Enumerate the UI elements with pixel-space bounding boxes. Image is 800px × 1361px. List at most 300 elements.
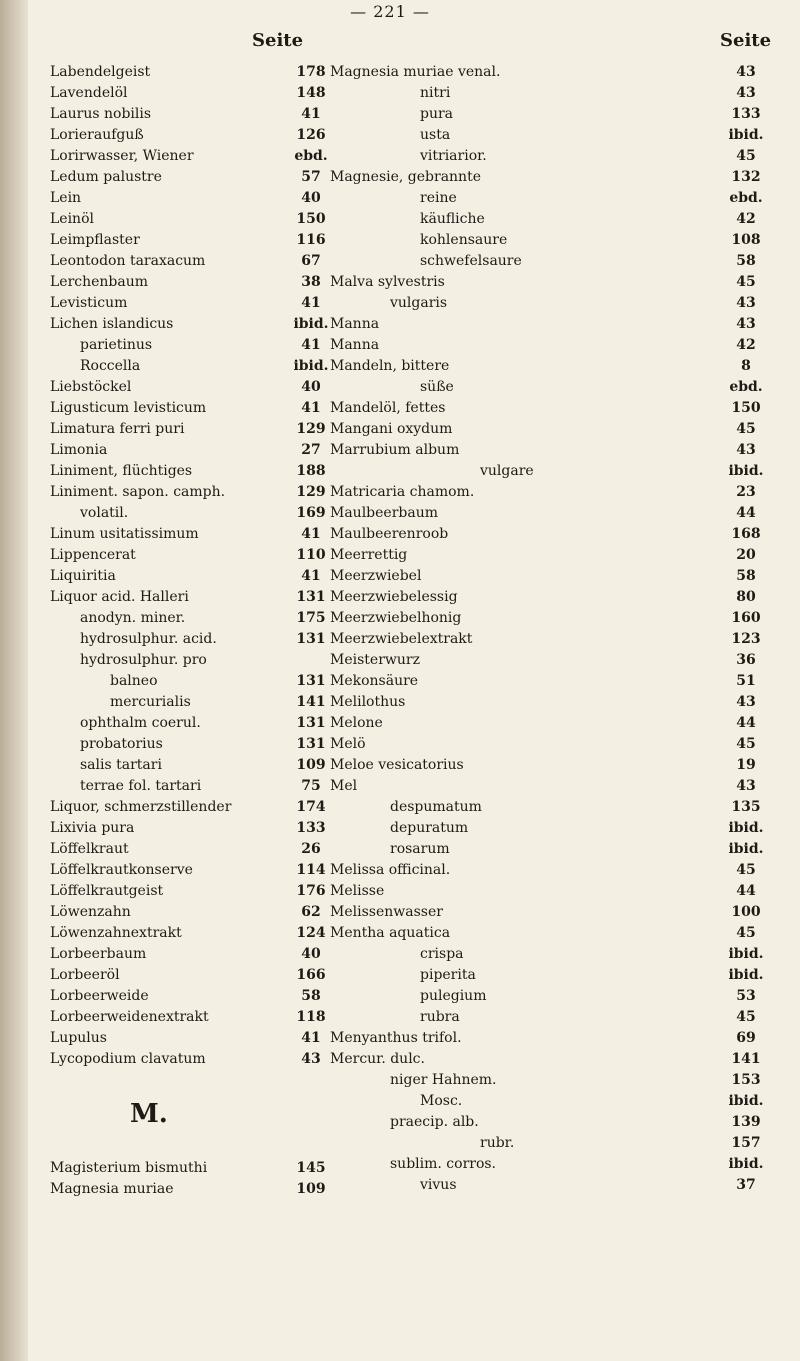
index-entry (50, 860, 350, 881)
index-term: Laurus nobilis (50, 106, 152, 122)
index-entry (330, 482, 800, 503)
index-term: mercurialis (110, 694, 191, 710)
index-entry (330, 839, 800, 860)
index-entry (50, 419, 350, 440)
page-reference: 150 (296, 211, 326, 227)
page-reference: 40 (301, 379, 321, 395)
index-entry (330, 62, 800, 83)
index-entry (330, 314, 800, 335)
page-reference: 129 (296, 484, 326, 500)
index-term: Meerzwiebel (330, 568, 422, 584)
page-reference: 41 (301, 1030, 321, 1046)
page-reference: 58 (736, 568, 756, 584)
index-term: Meerzwiebelhonig (330, 610, 462, 626)
index-term: Lerchenbaum (50, 274, 149, 290)
page-reference: ibid. (293, 358, 329, 374)
page-reference: 131 (296, 631, 326, 647)
page-reference: 19 (736, 757, 756, 773)
index-term: Matricaria chamom. (330, 484, 475, 500)
index-term: Magnesia muriae venal. (330, 64, 501, 80)
index-entry (330, 335, 800, 356)
page-reference: 62 (301, 904, 321, 920)
page-reference: 40 (301, 946, 321, 962)
page-reference: 20 (736, 547, 756, 563)
page-reference: 133 (731, 106, 761, 122)
index-entry (330, 797, 800, 818)
index-entry (50, 629, 350, 650)
index-term: rubra (420, 1009, 460, 1025)
index-term: Mercur. dulc. (330, 1051, 425, 1067)
index-term: Lavendelöl (50, 85, 128, 101)
page-reference: 8 (741, 358, 751, 374)
index-term: Liebstöckel (50, 379, 132, 395)
index-term: despumatum (390, 799, 482, 815)
index-term: Löffelkrautgeist (50, 883, 164, 899)
index-entry (50, 713, 350, 734)
index-entry (50, 356, 350, 377)
index-entry (50, 1049, 350, 1070)
index-term: Marrubium album (330, 442, 460, 458)
page-reference: ibid. (293, 316, 329, 332)
index-entry (330, 209, 800, 230)
page-reference: 43 (736, 295, 756, 311)
index-entry (330, 293, 800, 314)
index-term: Menyanthus trifol. (330, 1030, 462, 1046)
page-reference: 44 (736, 505, 756, 521)
index-term: anodyn. miner. (80, 610, 186, 626)
index-term: Meloe vesicatorius (330, 757, 464, 773)
index-term: Liquiritia (50, 568, 116, 584)
page-reference: 132 (731, 169, 761, 185)
index-entry (330, 503, 800, 524)
index-term: Leinöl (50, 211, 94, 227)
index-term: nitri (420, 85, 451, 101)
index-term: kohlensaure (420, 232, 508, 248)
index-entry (50, 83, 350, 104)
index-column-left (50, 62, 350, 1200)
index-term: salis tartari (80, 757, 162, 773)
index-term: Mentha aquatica (330, 925, 451, 941)
index-entry (50, 524, 350, 545)
index-term: Löffelkrautkonserve (50, 862, 193, 878)
index-entry (50, 146, 350, 167)
index-entry (330, 923, 800, 944)
index-term: probatorius (80, 736, 163, 752)
page-reference: 141 (731, 1051, 761, 1067)
page-reference: 43 (736, 316, 756, 332)
page-reference: 41 (301, 337, 321, 353)
page-reference: 36 (736, 652, 756, 668)
page-reference: 45 (736, 421, 756, 437)
index-term: Magnesia muriae (50, 1181, 174, 1197)
index-term: Lorbeerbaum (50, 946, 147, 962)
page-reference: 118 (296, 1009, 326, 1025)
index-entry (50, 545, 350, 566)
index-entry (50, 839, 350, 860)
index-term: Roccella (80, 358, 141, 374)
page-reference: 80 (736, 589, 756, 605)
index-entry (50, 440, 350, 461)
index-term: Malva sylvestris (330, 274, 445, 290)
index-entry (330, 965, 800, 986)
index-term: Lorirwasser, Wiener (50, 148, 194, 164)
index-entry (330, 986, 800, 1007)
page-reference: 41 (301, 526, 321, 542)
page-reference: ibid. (728, 1156, 764, 1172)
index-entry (50, 293, 350, 314)
index-term: usta (420, 127, 451, 143)
index-entry (50, 923, 350, 944)
index-term: schwefelsaure (420, 253, 522, 269)
page-reference: 45 (736, 148, 756, 164)
index-term: terrae fol. tartari (80, 778, 202, 794)
index-term: parietinus (80, 337, 153, 353)
page-reference: ibid. (728, 463, 764, 479)
index-term: Lippencerat (50, 547, 136, 563)
page-reference: 148 (296, 85, 326, 101)
page-reference: 43 (301, 1051, 321, 1067)
index-term: Liquor, schmerzstillender (50, 799, 232, 815)
index-term: Meerzwiebelextrakt (330, 631, 473, 647)
index-entry (330, 1154, 800, 1175)
index-term: Maulbeerenroob (330, 526, 449, 542)
index-term: piperita (420, 967, 476, 983)
index-entry (330, 1070, 800, 1091)
page-reference: 42 (736, 211, 756, 227)
index-term: Limonia (50, 442, 108, 458)
page-reference: 43 (736, 85, 756, 101)
page-reference: ebd. (729, 190, 763, 206)
index-entry (50, 587, 350, 608)
index-term: vitriarior. (420, 148, 487, 164)
page-reference: 37 (736, 1177, 756, 1193)
index-term: Maulbeerbaum (330, 505, 439, 521)
index-term: Ligusticum levisticum (50, 400, 207, 416)
index-entry (330, 545, 800, 566)
index-entry (50, 377, 350, 398)
page-reference: 23 (736, 484, 756, 500)
page-reference: 45 (736, 1009, 756, 1025)
index-term: Melilothus (330, 694, 406, 710)
index-entry (330, 167, 800, 188)
index-entry (330, 902, 800, 923)
page-reference: 41 (301, 400, 321, 416)
index-term: Mandelöl, fettes (330, 400, 446, 416)
index-entry (330, 629, 800, 650)
index-entry (50, 650, 350, 671)
index-term: Magisterium bismuthi (50, 1160, 208, 1176)
index-term: Liniment. sapon. camph. (50, 484, 226, 500)
index-term: Melisse (330, 883, 385, 899)
page-reference: 45 (736, 274, 756, 290)
index-entry (50, 986, 350, 1007)
index-entry (330, 272, 800, 293)
page-reference: 69 (736, 1030, 756, 1046)
index-entry (50, 125, 350, 146)
page-reference: 131 (296, 715, 326, 731)
page-reference: 153 (731, 1072, 761, 1088)
index-term: Melissenwasser (330, 904, 443, 920)
index-entry (330, 1028, 800, 1049)
index-entry (330, 419, 800, 440)
index-entry (330, 440, 800, 461)
index-entry (330, 608, 800, 629)
index-term: sublim. corros. (390, 1156, 497, 1172)
page-reference: 166 (296, 967, 326, 983)
index-entry (330, 881, 800, 902)
page-reference: 131 (296, 673, 326, 689)
index-term: Lorbeerweide (50, 988, 149, 1004)
page-reference: 116 (296, 232, 326, 248)
page-reference: 43 (736, 694, 756, 710)
index-entry (50, 797, 350, 818)
index-term: depuratum (390, 820, 469, 836)
index-entry (330, 944, 800, 965)
index-entry (50, 818, 350, 839)
index-entry (50, 965, 350, 986)
page-reference: 150 (731, 400, 761, 416)
page-reference: 44 (736, 883, 756, 899)
page-reference: 67 (301, 253, 321, 269)
index-term: Labendelgeist (50, 64, 151, 80)
page-reference: 41 (301, 568, 321, 584)
index-entry (50, 230, 350, 251)
index-term: Limatura ferri puri (50, 421, 185, 437)
page-reference: 129 (296, 421, 326, 437)
page-reference: 45 (736, 925, 756, 941)
index-term: Magnesie, gebrannte (330, 169, 481, 185)
page-reference: 135 (731, 799, 761, 815)
index-entry (330, 1133, 800, 1154)
index-term: reine (420, 190, 457, 206)
page-reference: 131 (296, 736, 326, 752)
page-reference: 126 (296, 127, 326, 143)
page-reference: 75 (301, 778, 321, 794)
index-term: hydrosulphur. acid. (80, 631, 217, 647)
index-entry (330, 125, 800, 146)
index-term: Meisterwurz (330, 652, 420, 668)
index-term: Lupulus (50, 1030, 107, 1046)
index-entry (330, 713, 800, 734)
index-term: hydrosulphur. pro (80, 652, 207, 668)
index-term: Lorieraufguß (50, 127, 144, 143)
index-entry (330, 776, 800, 797)
index-entry (50, 755, 350, 776)
page-reference: 44 (736, 715, 756, 731)
index-entry (330, 818, 800, 839)
index-term: käufliche (420, 211, 485, 227)
index-term: Melö (330, 736, 366, 752)
index-entry (330, 230, 800, 251)
index-entry (50, 902, 350, 923)
page-reference: ibid. (728, 967, 764, 983)
index-term: Meerzwiebelessig (330, 589, 458, 605)
index-term: Mandeln, bittere (330, 358, 450, 374)
index-entry (50, 1158, 350, 1179)
index-entry (330, 860, 800, 881)
page-reference: 139 (731, 1114, 761, 1130)
page-reference: 40 (301, 190, 321, 206)
page-reference: ibid. (728, 1093, 764, 1109)
index-column-right (330, 62, 800, 1196)
index-entry (50, 1179, 350, 1200)
page-reference: 175 (296, 610, 326, 626)
index-entry (330, 692, 800, 713)
index-entry (50, 398, 350, 419)
page-reference: 114 (296, 862, 326, 878)
index-entry (50, 566, 350, 587)
page-reference: ebd. (294, 148, 328, 164)
index-entry (330, 524, 800, 545)
index-entry (330, 398, 800, 419)
page-reference: 57 (301, 169, 321, 185)
index-term: volatil. (80, 505, 129, 521)
index-entry (330, 251, 800, 272)
index-entry (330, 377, 800, 398)
index-term: Lorbeeröl (50, 967, 120, 983)
index-entry (330, 1112, 800, 1133)
index-term: vulgare (480, 463, 534, 479)
index-entry (50, 671, 350, 692)
index-entry (50, 335, 350, 356)
index-term: balneo (110, 673, 158, 689)
page-reference: 109 (296, 1181, 326, 1197)
index-entry (330, 671, 800, 692)
page-reference: 160 (731, 610, 761, 626)
index-entry (50, 503, 350, 524)
index-term: Lixivia pura (50, 820, 135, 836)
index-term: vivus (420, 1177, 457, 1193)
index-term: Melone (330, 715, 383, 731)
index-term: süße (420, 379, 454, 395)
index-term: Mel (330, 778, 358, 794)
page-reference: 124 (296, 925, 326, 941)
index-entry (50, 461, 350, 482)
index-entry (50, 167, 350, 188)
index-entry (330, 1175, 800, 1196)
page-reference: 43 (736, 442, 756, 458)
index-entry (330, 1007, 800, 1028)
page-reference: 41 (301, 106, 321, 122)
page-reference: 43 (736, 778, 756, 794)
index-term: pulegium (420, 988, 487, 1004)
page-reference: 133 (296, 820, 326, 836)
index-term: ophthalm coerul. (80, 715, 201, 731)
index-term: niger Hahnem. (390, 1072, 497, 1088)
index-term: praecip. alb. (390, 1114, 479, 1130)
page-reference: 123 (731, 631, 761, 647)
index-term: Manna (330, 316, 380, 332)
index-term: Lycopodium clavatum (50, 1051, 206, 1067)
index-term: Löwenzahnextrakt (50, 925, 182, 941)
index-entry (50, 188, 350, 209)
index-entry (330, 566, 800, 587)
index-entry (50, 1028, 350, 1049)
index-term: Leimpflaster (50, 232, 140, 248)
page-reference: 27 (301, 442, 321, 458)
page-reference: ibid. (728, 820, 764, 836)
index-term: Liniment, flüchtiges (50, 463, 193, 479)
index-term: crispa (420, 946, 464, 962)
column-header-right: Seite (720, 30, 772, 51)
index-entry (330, 83, 800, 104)
page-reference: 51 (736, 673, 756, 689)
page-reference: 157 (731, 1135, 761, 1151)
index-entry (330, 734, 800, 755)
index-entry (50, 62, 350, 83)
index-term: Lorbeerweidenextrakt (50, 1009, 209, 1025)
page-reference: 58 (301, 988, 321, 1004)
index-term: Lichen islandicus (50, 316, 174, 332)
page-reference: 109 (296, 757, 326, 773)
page-reference: 38 (301, 274, 321, 290)
index-term: Liquor acid. Halleri (50, 589, 189, 605)
index-entry (50, 734, 350, 755)
page-reference: 45 (736, 862, 756, 878)
index-term: Levisticum (50, 295, 128, 311)
index-entry (50, 104, 350, 125)
page-reference: 43 (736, 64, 756, 80)
index-term: vulgaris (390, 295, 448, 311)
page-reference: 58 (736, 253, 756, 269)
index-entry (50, 608, 350, 629)
index-entry (50, 881, 350, 902)
index-entry (330, 650, 800, 671)
section-letter-heading: M. (130, 1099, 168, 1129)
index-entry (330, 587, 800, 608)
index-entry (50, 944, 350, 965)
page-reference: ibid. (728, 946, 764, 962)
index-term: Lein (50, 190, 82, 206)
page-reference: 45 (736, 736, 756, 752)
page-reference: 145 (296, 1160, 326, 1176)
index-entry (50, 776, 350, 797)
index-entry (330, 461, 800, 482)
page-reference: 141 (296, 694, 326, 710)
page-binding-edge (0, 0, 28, 1361)
index-term: pura (420, 106, 454, 122)
index-term: Mangani oxydum (330, 421, 453, 437)
page-reference: 188 (296, 463, 326, 479)
index-entry (50, 1007, 350, 1028)
index-term: rosarum (390, 841, 450, 857)
index-entry (330, 188, 800, 209)
page-reference: 26 (301, 841, 321, 857)
page-reference: ibid. (728, 841, 764, 857)
page-reference: 108 (731, 232, 761, 248)
index-term: Mekonsäure (330, 673, 419, 689)
page-reference: 100 (731, 904, 761, 920)
index-entry (330, 104, 800, 125)
page-reference: 53 (736, 988, 756, 1004)
index-term: Manna (330, 337, 380, 353)
index-entry (50, 482, 350, 503)
index-term: Meerrettig (330, 547, 408, 563)
page-reference: ibid. (728, 127, 764, 143)
page-reference: 168 (731, 526, 761, 542)
page-number: — 221 — (350, 2, 430, 21)
index-entry (330, 356, 800, 377)
index-term: Löwenzahn (50, 904, 131, 920)
index-term: Linum usitatissimum (50, 526, 199, 542)
index-entry (50, 692, 350, 713)
index-term: Ledum palustre (50, 169, 162, 185)
index-term: rubr. (480, 1135, 515, 1151)
page-reference: 178 (296, 64, 326, 80)
page-reference: 131 (296, 589, 326, 605)
index-entry (330, 146, 800, 167)
index-entry (330, 755, 800, 776)
